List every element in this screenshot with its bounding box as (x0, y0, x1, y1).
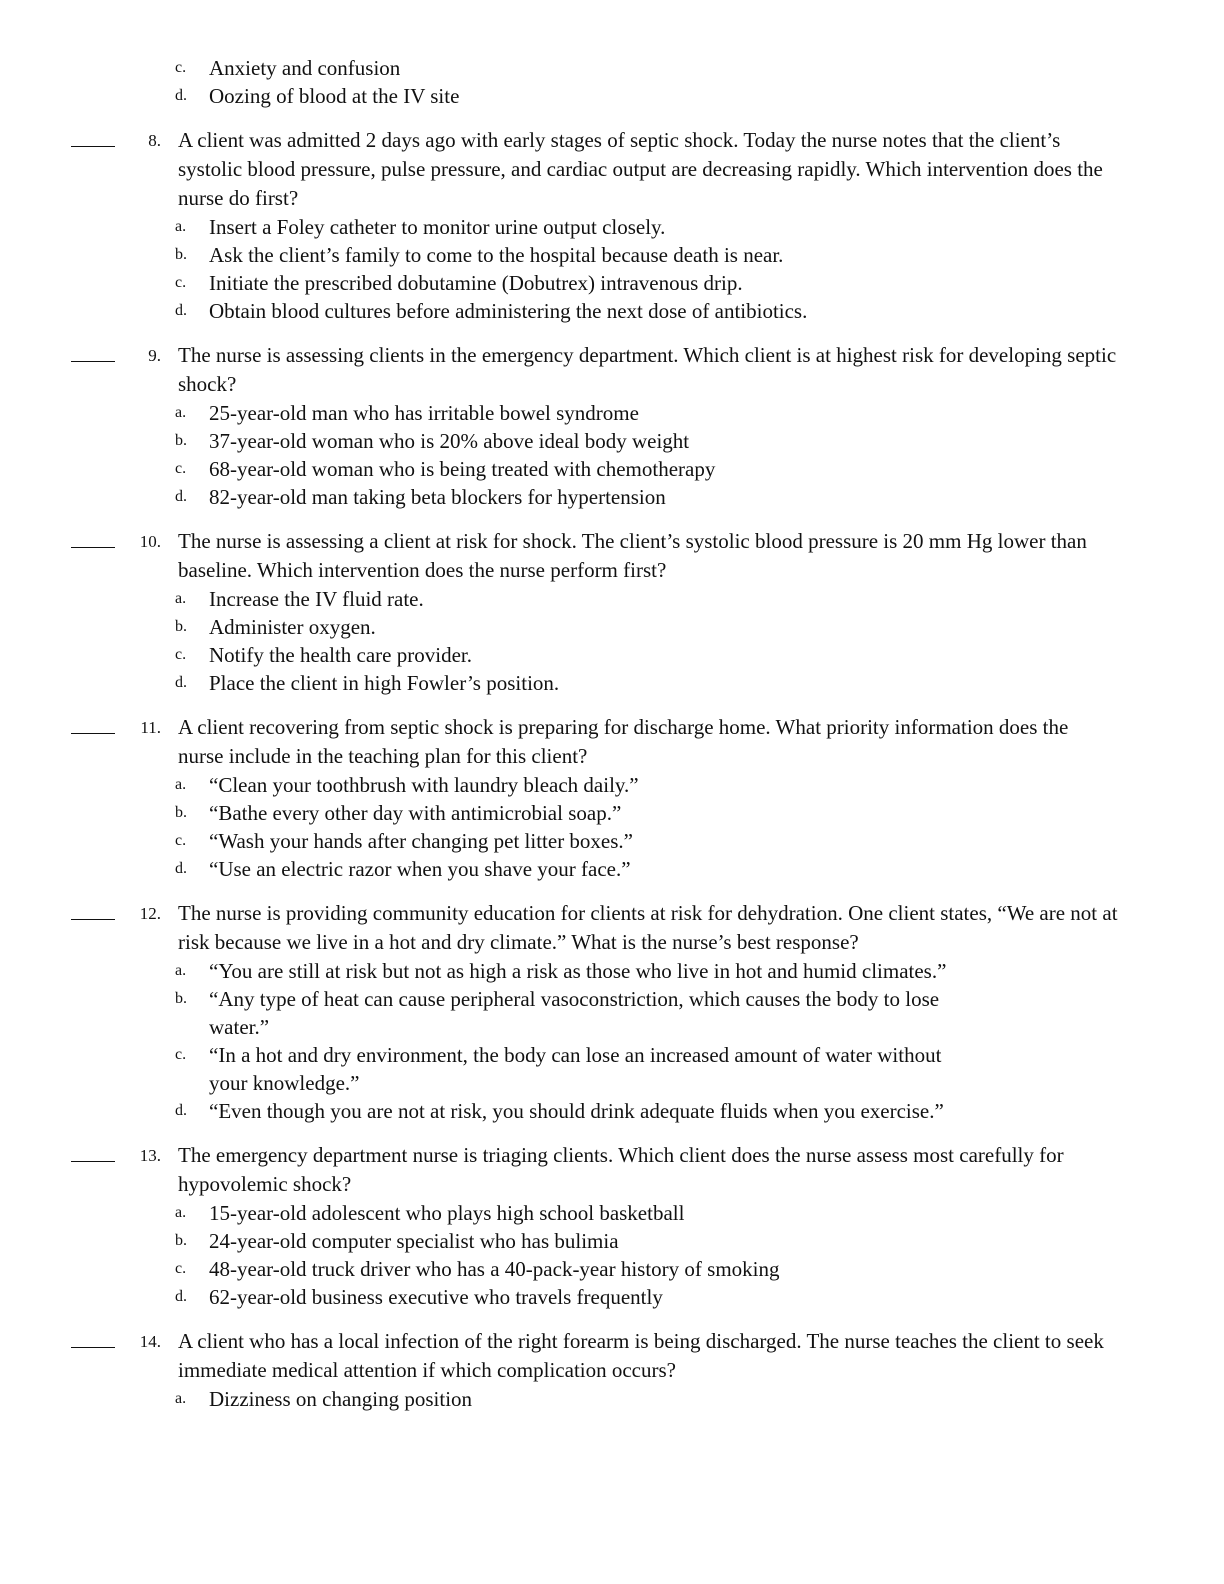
option-letter: c. (175, 1260, 187, 1277)
option-text: 25-year-old man who has irritable bowel syndrome (209, 401, 639, 425)
question-block (0, 713, 1224, 883)
answer-option (175, 1097, 969, 1125)
option-list (0, 1385, 1224, 1413)
answer-option (175, 1255, 1009, 1283)
answer-option (175, 54, 1009, 82)
option-text: 68-year-old woman who is being treated with chemotherapy (209, 457, 716, 481)
question-stem: The nurse is assessing clients in the emergency department. Which client is at highest risk for developing septic shock? (178, 343, 1117, 396)
question-stem: The nurse is assessing a client at risk for shock. The client’s systolic blood pressure is 20 mm Hg lower than baseline. Which intervention does the nurse perform first? (178, 529, 1087, 582)
option-text: “In a hot and dry environment, the body can lose an increased amount of water without your knowledge.” (209, 1043, 942, 1095)
option-text: “Any type of heat can cause peripheral vasoconstriction, which causes the body to lose water.” (209, 987, 940, 1039)
question-number: 9. (148, 346, 161, 365)
option-letter: a. (175, 962, 187, 979)
question-stem: A client who has a local infection of the right forearm is being discharged. The nurse teaches the client to seek immediate medical attention if which complication occurs? (178, 1329, 1104, 1382)
option-letter: b. (175, 246, 187, 263)
option-letter: a. (175, 1204, 187, 1221)
option-text: “Bathe every other day with antimicrobial soap.” (209, 801, 622, 825)
question-block (0, 1327, 1224, 1413)
option-letter: a. (175, 218, 187, 235)
answer-option (175, 669, 1009, 697)
answer-option (175, 1199, 1009, 1227)
answer-option (175, 855, 1009, 883)
option-letter: d. (175, 87, 187, 104)
option-text: “Clean your toothbrush with laundry bleach daily.” (209, 773, 639, 797)
question-block (0, 527, 1224, 697)
option-text: Anxiety and confusion (209, 56, 401, 80)
answer-option (175, 957, 969, 985)
question-stem: The emergency department nurse is triaging clients. Which client does the nurse assess most carefully for hypovolemic shock? (178, 1143, 1064, 1196)
answer-option (175, 1041, 969, 1097)
option-letter: a. (175, 404, 187, 421)
answer-blank[interactable] (71, 146, 115, 147)
question-stem: A client recovering from septic shock is preparing for discharge home. What priority information does the nurse include in the teaching plan for this client? (178, 715, 1069, 768)
option-letter: d. (175, 488, 187, 505)
option-letter: c. (175, 646, 187, 663)
option-text: 82-year-old man taking beta blockers for hypertension (209, 485, 666, 509)
answer-option (175, 641, 1009, 669)
option-letter: b. (175, 990, 187, 1007)
option-letter: c. (175, 460, 187, 477)
answer-option (175, 241, 1009, 269)
option-text: Oozing of blood at the IV site (209, 84, 460, 108)
option-letter: c. (175, 1046, 187, 1063)
option-letter: b. (175, 1232, 187, 1249)
option-text: Obtain blood cultures before administering the next dose of antibiotics. (209, 299, 808, 323)
option-text: 24-year-old computer specialist who has bulimia (209, 1229, 619, 1253)
question-block (0, 126, 1224, 325)
answer-option (175, 827, 1009, 855)
answer-blank[interactable] (71, 547, 115, 548)
question-number: 10. (139, 532, 161, 551)
option-list (0, 585, 1224, 697)
option-letter: b. (175, 618, 187, 635)
question-number: 12. (139, 904, 161, 923)
answer-blank[interactable] (71, 733, 115, 734)
question-block (0, 341, 1224, 511)
option-text: Ask the client’s family to come to the hospital because death is near. (209, 243, 784, 267)
option-text: “Even though you are not at risk, you should drink adequate fluids when you exercise.” (209, 1099, 944, 1123)
option-text: Dizziness on changing position (209, 1387, 473, 1411)
answer-blank[interactable] (71, 919, 115, 920)
question-number: 14. (139, 1332, 161, 1351)
option-letter: d. (175, 1288, 187, 1305)
exam-page (0, 54, 1224, 1429)
option-list (0, 771, 1224, 883)
option-letter: b. (175, 432, 187, 449)
option-text: Notify the health care provider. (209, 643, 472, 667)
option-text: 62-year-old business executive who travels frequently (209, 1285, 663, 1309)
answer-blank[interactable] (71, 1161, 115, 1162)
carryover-options (0, 54, 1224, 110)
option-text: “You are still at risk but not as high a risk as those who live in hot and humid climates.” (209, 959, 947, 983)
option-letter: c. (175, 832, 187, 849)
question-number: 13. (139, 1146, 161, 1165)
option-list (0, 399, 1224, 511)
answer-option (175, 1227, 1009, 1255)
answer-option (175, 297, 1009, 325)
answer-option (175, 483, 1009, 511)
question-block (0, 899, 1224, 1125)
option-letter: b. (175, 804, 187, 821)
option-letter: a. (175, 1390, 187, 1407)
answer-option (175, 269, 1009, 297)
answer-option (175, 1283, 1009, 1311)
option-list (0, 957, 1224, 1125)
option-text: Initiate the prescribed dobutamine (Dobutrex) intravenous drip. (209, 271, 743, 295)
option-text: Increase the IV fluid rate. (209, 587, 424, 611)
question-number: 8. (148, 131, 161, 150)
answer-option (175, 613, 1009, 641)
option-letter: d. (175, 1102, 187, 1119)
option-text: 48-year-old truck driver who has a 40-pack-year history of smoking (209, 1257, 780, 1281)
question-number: 11. (140, 718, 161, 737)
question-stem: A client was admitted 2 days ago with early stages of septic shock. Today the nurse notes that the client’s systolic blood pressure, pulse pressure, and cardiac output are decreasing rapidly. Which intervention does the nurse do first? (178, 128, 1103, 210)
answer-option (175, 213, 1009, 241)
answer-option (175, 399, 1009, 427)
option-text: 37-year-old woman who is 20% above ideal body weight (209, 429, 690, 453)
option-text: “Use an electric razor when you shave your face.” (209, 857, 631, 881)
option-letter: a. (175, 776, 187, 793)
answer-blank[interactable] (71, 1347, 115, 1348)
answer-option (175, 799, 1009, 827)
option-letter: d. (175, 860, 187, 877)
option-text: Place the client in high Fowler’s position. (209, 671, 560, 695)
answer-blank[interactable] (71, 361, 115, 362)
option-letter: c. (175, 274, 187, 291)
option-text: 15-year-old adolescent who plays high school basketball (209, 1201, 685, 1225)
question-stem: The nurse is providing community education for clients at risk for dehydration. One client states, “We are not at risk because we live in a hot and dry climate.” What is the nurse’s best response? (178, 901, 1118, 954)
answer-option (175, 1385, 1009, 1413)
option-list (0, 54, 1224, 110)
question-block (0, 1141, 1224, 1311)
answer-option (175, 455, 1009, 483)
option-letter: c. (175, 59, 187, 76)
question-list (0, 126, 1224, 1413)
answer-option (175, 585, 1009, 613)
option-text: Insert a Foley catheter to monitor urine output closely. (209, 215, 666, 239)
option-letter: d. (175, 302, 187, 319)
answer-option (175, 427, 1009, 455)
option-letter: a. (175, 590, 187, 607)
answer-option (175, 985, 969, 1041)
answer-option (175, 82, 1009, 110)
option-list (0, 1199, 1224, 1311)
option-text: Administer oxygen. (209, 615, 376, 639)
option-list (0, 213, 1224, 325)
answer-option (175, 771, 1009, 799)
option-letter: d. (175, 674, 187, 691)
option-text: “Wash your hands after changing pet litter boxes.” (209, 829, 633, 853)
